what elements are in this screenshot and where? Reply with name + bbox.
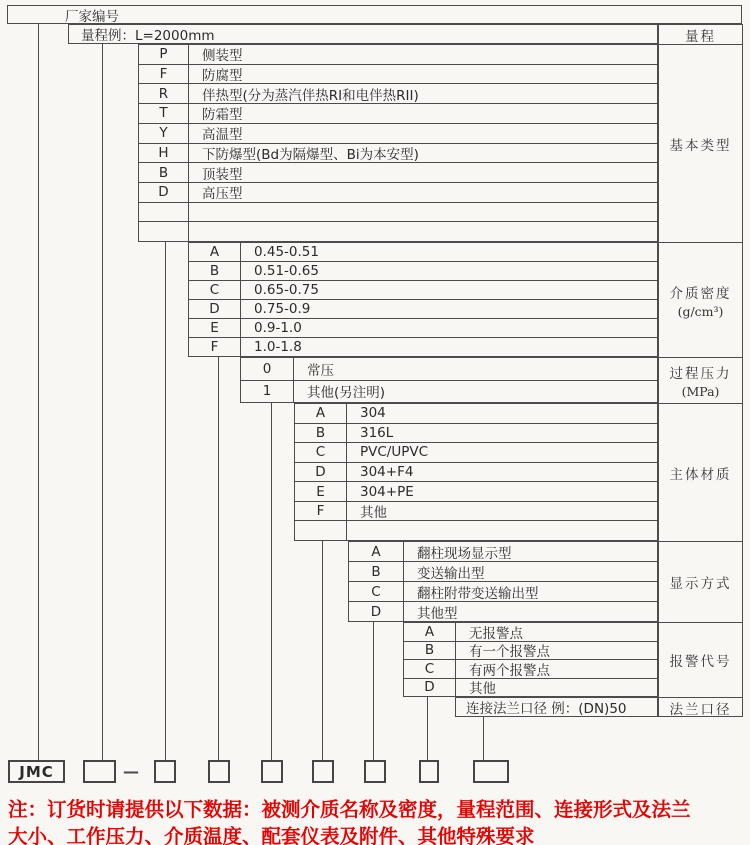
connector-range — [102, 44, 103, 761]
range-example-box — [68, 24, 658, 44]
code-cell: A — [404, 623, 456, 641]
table-row — [404, 660, 657, 679]
code-cell: Y — [139, 124, 189, 143]
table-row — [139, 163, 657, 183]
ordering-note — [8, 796, 748, 845]
description-cell: 防腐型 — [202, 68, 243, 84]
code-box-display — [364, 760, 386, 783]
connector-factory — [38, 23, 39, 762]
connector-material — [322, 541, 323, 761]
description-cell: 其他 — [360, 505, 387, 521]
table-row — [295, 424, 657, 444]
category-label-text: 量程 — [685, 28, 716, 45]
table-row — [189, 300, 657, 319]
code-cell — [295, 521, 347, 540]
table-row — [349, 602, 657, 621]
code-cell: P — [139, 45, 189, 64]
code-cell: E — [189, 319, 241, 337]
code-cell: T — [139, 104, 189, 123]
code-cell: F — [189, 338, 241, 356]
table-row — [349, 582, 657, 602]
description-cell: 0.51-0.65 — [254, 263, 319, 279]
code-cell: A — [295, 404, 347, 423]
category-label-text: 介质密度 — [669, 285, 732, 302]
description-cell: 0.9-1.0 — [254, 320, 302, 336]
category-label-7 — [659, 623, 742, 698]
connector-display — [373, 622, 374, 761]
table-row — [139, 104, 657, 124]
selection-table-density — [188, 242, 658, 357]
code-box-pressure — [261, 760, 283, 783]
code-cell: C — [404, 660, 456, 678]
code-cell: D — [349, 602, 404, 621]
code-cell: 1 — [241, 381, 294, 403]
table-row — [139, 84, 657, 104]
connector-flange — [483, 717, 484, 761]
code-cell: R — [139, 84, 189, 103]
description-cell: 其他(另注明) — [307, 385, 386, 402]
selection-table-display-mode — [348, 541, 658, 622]
flange-size-row — [455, 697, 658, 717]
table-row — [404, 642, 657, 661]
category-label-1 — [659, 25, 742, 45]
code-cell: D — [404, 679, 456, 697]
description-cell — [189, 222, 657, 241]
table-row — [139, 203, 657, 223]
factory-code-label: 厂家编号 — [65, 8, 119, 25]
selection-table-material — [294, 403, 658, 541]
code-cell — [139, 222, 189, 241]
description-cell: 其他 — [469, 681, 496, 696]
dash-separator — [119, 760, 143, 783]
category-label-5 — [659, 404, 742, 542]
description-cell: 防霜型 — [202, 107, 243, 123]
category-label-unit: (MPa) — [681, 384, 720, 399]
description-cell: 常压 — [307, 362, 334, 379]
table-row — [189, 319, 657, 338]
code-cell — [139, 203, 189, 222]
code-cell: E — [295, 482, 347, 501]
category-label-text: 基本类型 — [669, 137, 732, 154]
table-row — [139, 45, 657, 65]
code-cell: 0 — [241, 358, 294, 380]
table-row — [349, 542, 657, 562]
table-row — [295, 482, 657, 502]
connector-pressure — [271, 403, 272, 761]
code-box-material — [312, 760, 334, 783]
category-label-8 — [659, 698, 742, 718]
description-cell: 0.75-0.9 — [254, 301, 311, 317]
table-row — [295, 521, 657, 540]
description-cell: 翻柱附带变送输出型 — [417, 585, 539, 601]
description-cell: 304+PE — [360, 483, 414, 500]
table-row — [139, 65, 657, 85]
category-label-text: 过程压力 — [669, 366, 732, 382]
factory-code-box — [7, 5, 742, 24]
code-box-flange — [473, 760, 509, 783]
model-prefix-box — [8, 760, 65, 783]
code-cell: B — [295, 424, 347, 443]
category-label-2 — [659, 45, 742, 243]
description-cell: 高压型 — [202, 186, 243, 202]
selection-table-pressure — [240, 357, 658, 403]
code-box-alarm — [419, 760, 439, 783]
connector-basic-type — [165, 242, 166, 761]
category-label-column — [658, 24, 743, 717]
description-cell: 伴热型(分为蒸汽伴热RI和电伴热RII) — [202, 87, 419, 104]
table-row — [189, 262, 657, 281]
dash-separator-glyph: — — [123, 762, 139, 781]
description-cell: 304+F4 — [360, 464, 414, 481]
code-cell: F — [295, 502, 347, 521]
range-example-label: 量程例：L=2000mm — [81, 28, 215, 44]
code-cell: B — [349, 562, 404, 581]
code-cell: D — [295, 463, 347, 482]
description-cell — [189, 203, 657, 222]
description-cell: 高温型 — [202, 127, 243, 143]
description-cell: 侧装型 — [202, 48, 243, 64]
description-cell — [347, 521, 657, 540]
description-cell: 0.65-0.75 — [254, 282, 319, 298]
table-row — [295, 502, 657, 522]
table-row — [189, 338, 657, 356]
description-cell: 下防爆型(Bd为隔爆型、Bi为本安型) — [202, 146, 419, 163]
table-row — [139, 144, 657, 164]
table-row — [189, 281, 657, 300]
selection-table-alarm — [403, 622, 658, 697]
category-label-text: 法兰口径 — [669, 702, 732, 718]
code-cell: A — [349, 542, 404, 561]
code-cell: D — [139, 183, 189, 202]
description-cell: 316L — [360, 424, 394, 441]
code-cell: D — [189, 300, 241, 318]
code-cell: C — [349, 582, 404, 601]
description-cell: 变送输出型 — [417, 565, 485, 581]
table-row — [139, 222, 657, 241]
description-cell: PVC/UPVC — [360, 444, 429, 461]
description-cell: 0.45-0.51 — [254, 244, 319, 260]
code-cell: B — [404, 642, 456, 660]
category-label-unit: (g/cm³) — [677, 303, 724, 319]
category-label-text: 显示方式 — [669, 576, 732, 592]
selection-table-basic-type — [138, 44, 658, 242]
description-cell: 其他型 — [417, 605, 458, 621]
code-cell: B — [189, 262, 241, 280]
table-row — [295, 443, 657, 463]
model-prefix-text: JMC — [19, 762, 54, 781]
table-row — [139, 124, 657, 144]
code-box-range — [83, 760, 116, 783]
ordering-note-line2: 大小、工作压力、介质温度、配套仪表及附件、其他特殊要求 — [8, 825, 535, 845]
code-cell: F — [139, 65, 189, 84]
table-row — [404, 679, 657, 697]
category-label-3 — [659, 243, 742, 358]
table-row — [295, 463, 657, 483]
description-cell: 304 — [360, 405, 386, 422]
description-cell: 翻柱现场显示型 — [417, 545, 512, 561]
category-label-text: 主体材质 — [669, 466, 732, 483]
code-cell: C — [189, 281, 241, 299]
ordering-note-line1: 注：订货时请提供以下数据：被测介质名称及密度，量程范围、连接形式及法兰 — [8, 798, 691, 821]
table-row — [404, 623, 657, 642]
table-row — [189, 243, 657, 262]
code-cell: H — [139, 144, 189, 163]
category-label-text: 报警代号 — [669, 654, 732, 670]
table-row — [295, 404, 657, 424]
category-label-6 — [659, 542, 742, 623]
description-cell: 顶装型 — [202, 166, 243, 182]
description-cell: 有两个报警点 — [469, 662, 550, 678]
code-cell: B — [139, 163, 189, 182]
code-cell: A — [189, 243, 241, 261]
category-label-4 — [659, 358, 742, 404]
connector-alarm — [427, 697, 428, 761]
table-row — [241, 381, 657, 403]
table-row — [139, 183, 657, 203]
code-cell: C — [295, 443, 347, 462]
code-box-basic-type — [154, 760, 176, 783]
description-cell: 1.0-1.8 — [254, 339, 302, 355]
code-box-density — [208, 760, 230, 783]
table-row — [349, 562, 657, 582]
flange-size-text: 连接法兰口径 例：(DN)50 — [466, 701, 627, 717]
table-row — [241, 358, 657, 381]
connector-density — [218, 357, 219, 761]
description-cell: 无报警点 — [469, 625, 523, 641]
description-cell: 有一个报警点 — [469, 644, 550, 659]
